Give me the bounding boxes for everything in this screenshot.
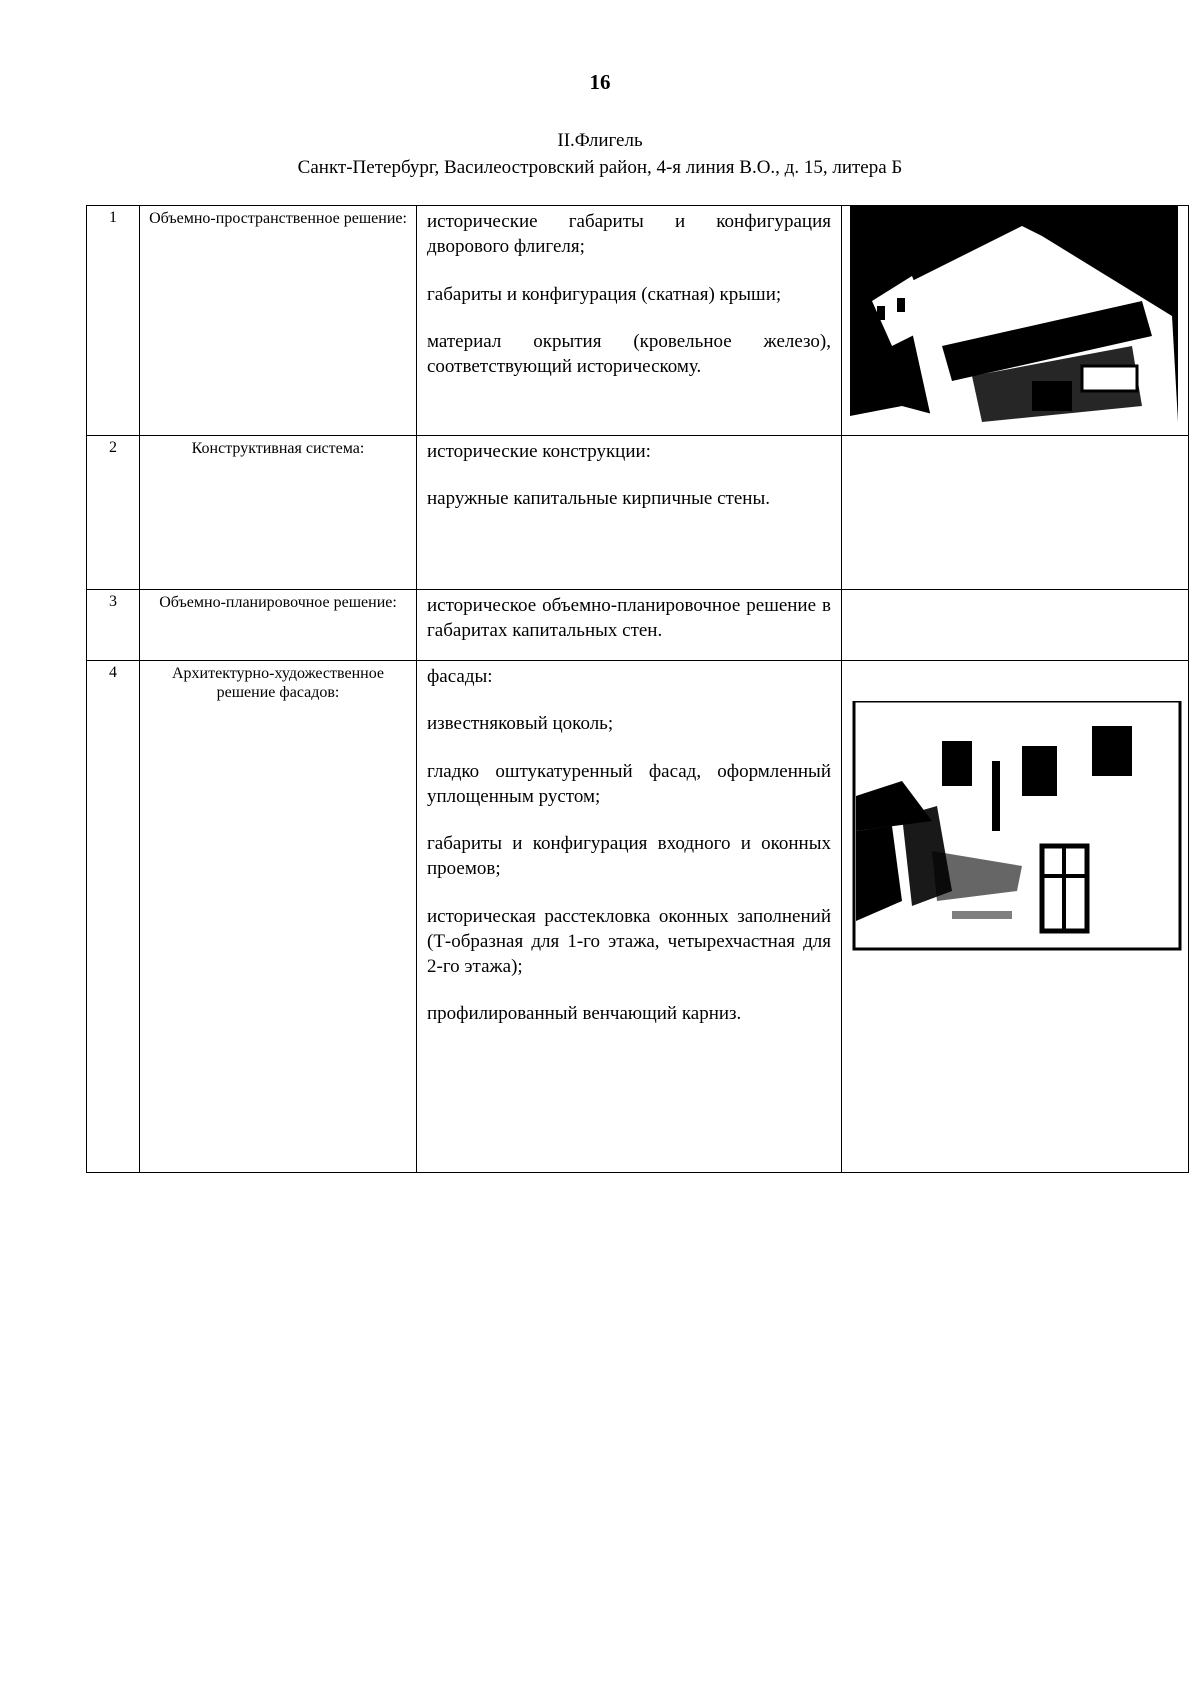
photo-cell (842, 206, 1189, 436)
row-description (417, 590, 842, 661)
list-item: материал окрытия (кровельное железо), соответствующий историческому. (427, 330, 831, 378)
row-description (417, 661, 842, 1173)
table-row (87, 206, 1189, 436)
table-row (87, 436, 1189, 590)
row-number: 1 (87, 206, 140, 436)
photo-cell (842, 436, 1189, 590)
row-number: 3 (87, 590, 140, 661)
list-item: габариты и конфигурация входного и оконных проемов; (427, 833, 831, 880)
building-photo-facade (842, 701, 1186, 961)
row-name: Конструктивная система: (140, 436, 417, 590)
photo-cell (842, 590, 1189, 661)
list-item: историческое объемно-планировочное решение в габаритах капитальных стен. (427, 595, 831, 642)
row-description (417, 436, 842, 590)
list-item: габариты и конфигурация (скатная) крыши; (427, 283, 782, 305)
table-row (87, 661, 1189, 1173)
list-item: фасады: (427, 666, 493, 687)
row-name: Объемно-пространственное решение: (140, 206, 417, 436)
row-name: Архитектурно-художественное решение фасадов: (140, 661, 417, 1173)
row-name: Объемно-планировочное решение: (140, 590, 417, 661)
table-row (87, 590, 1189, 661)
row-number: 4 (87, 661, 140, 1173)
list-item: профилированный венчающий карниз. (427, 1003, 742, 1025)
list-item: наружные капитальные кирпичные стены. (427, 488, 770, 510)
list-item: гладко оштукатуренный фасад, оформленный уплощенным рустом; (427, 760, 831, 807)
building-photo-roof (842, 206, 1186, 431)
address-line: Санкт-Петербург, Василеостровский район, 4-я линия В.О., д. 15, литера Б (297, 157, 903, 178)
list-item: исторические габариты и конфигурация дворового флигеля; (427, 211, 831, 258)
list-item: историческая расстекловка оконных заполнений (Т-образная для 1-го этажа, четырехчастная для 2-го этажа); (427, 905, 831, 978)
list-item: известняковый цоколь; (427, 713, 614, 735)
list-item: исторические конструкции: (427, 441, 651, 462)
photo-cell (842, 661, 1189, 1173)
row-number: 2 (87, 436, 140, 590)
row-description (417, 206, 842, 436)
requirements-table (86, 205, 1189, 1173)
section-title: II.Флигель (557, 130, 643, 151)
page-number: 16 (589, 70, 611, 94)
